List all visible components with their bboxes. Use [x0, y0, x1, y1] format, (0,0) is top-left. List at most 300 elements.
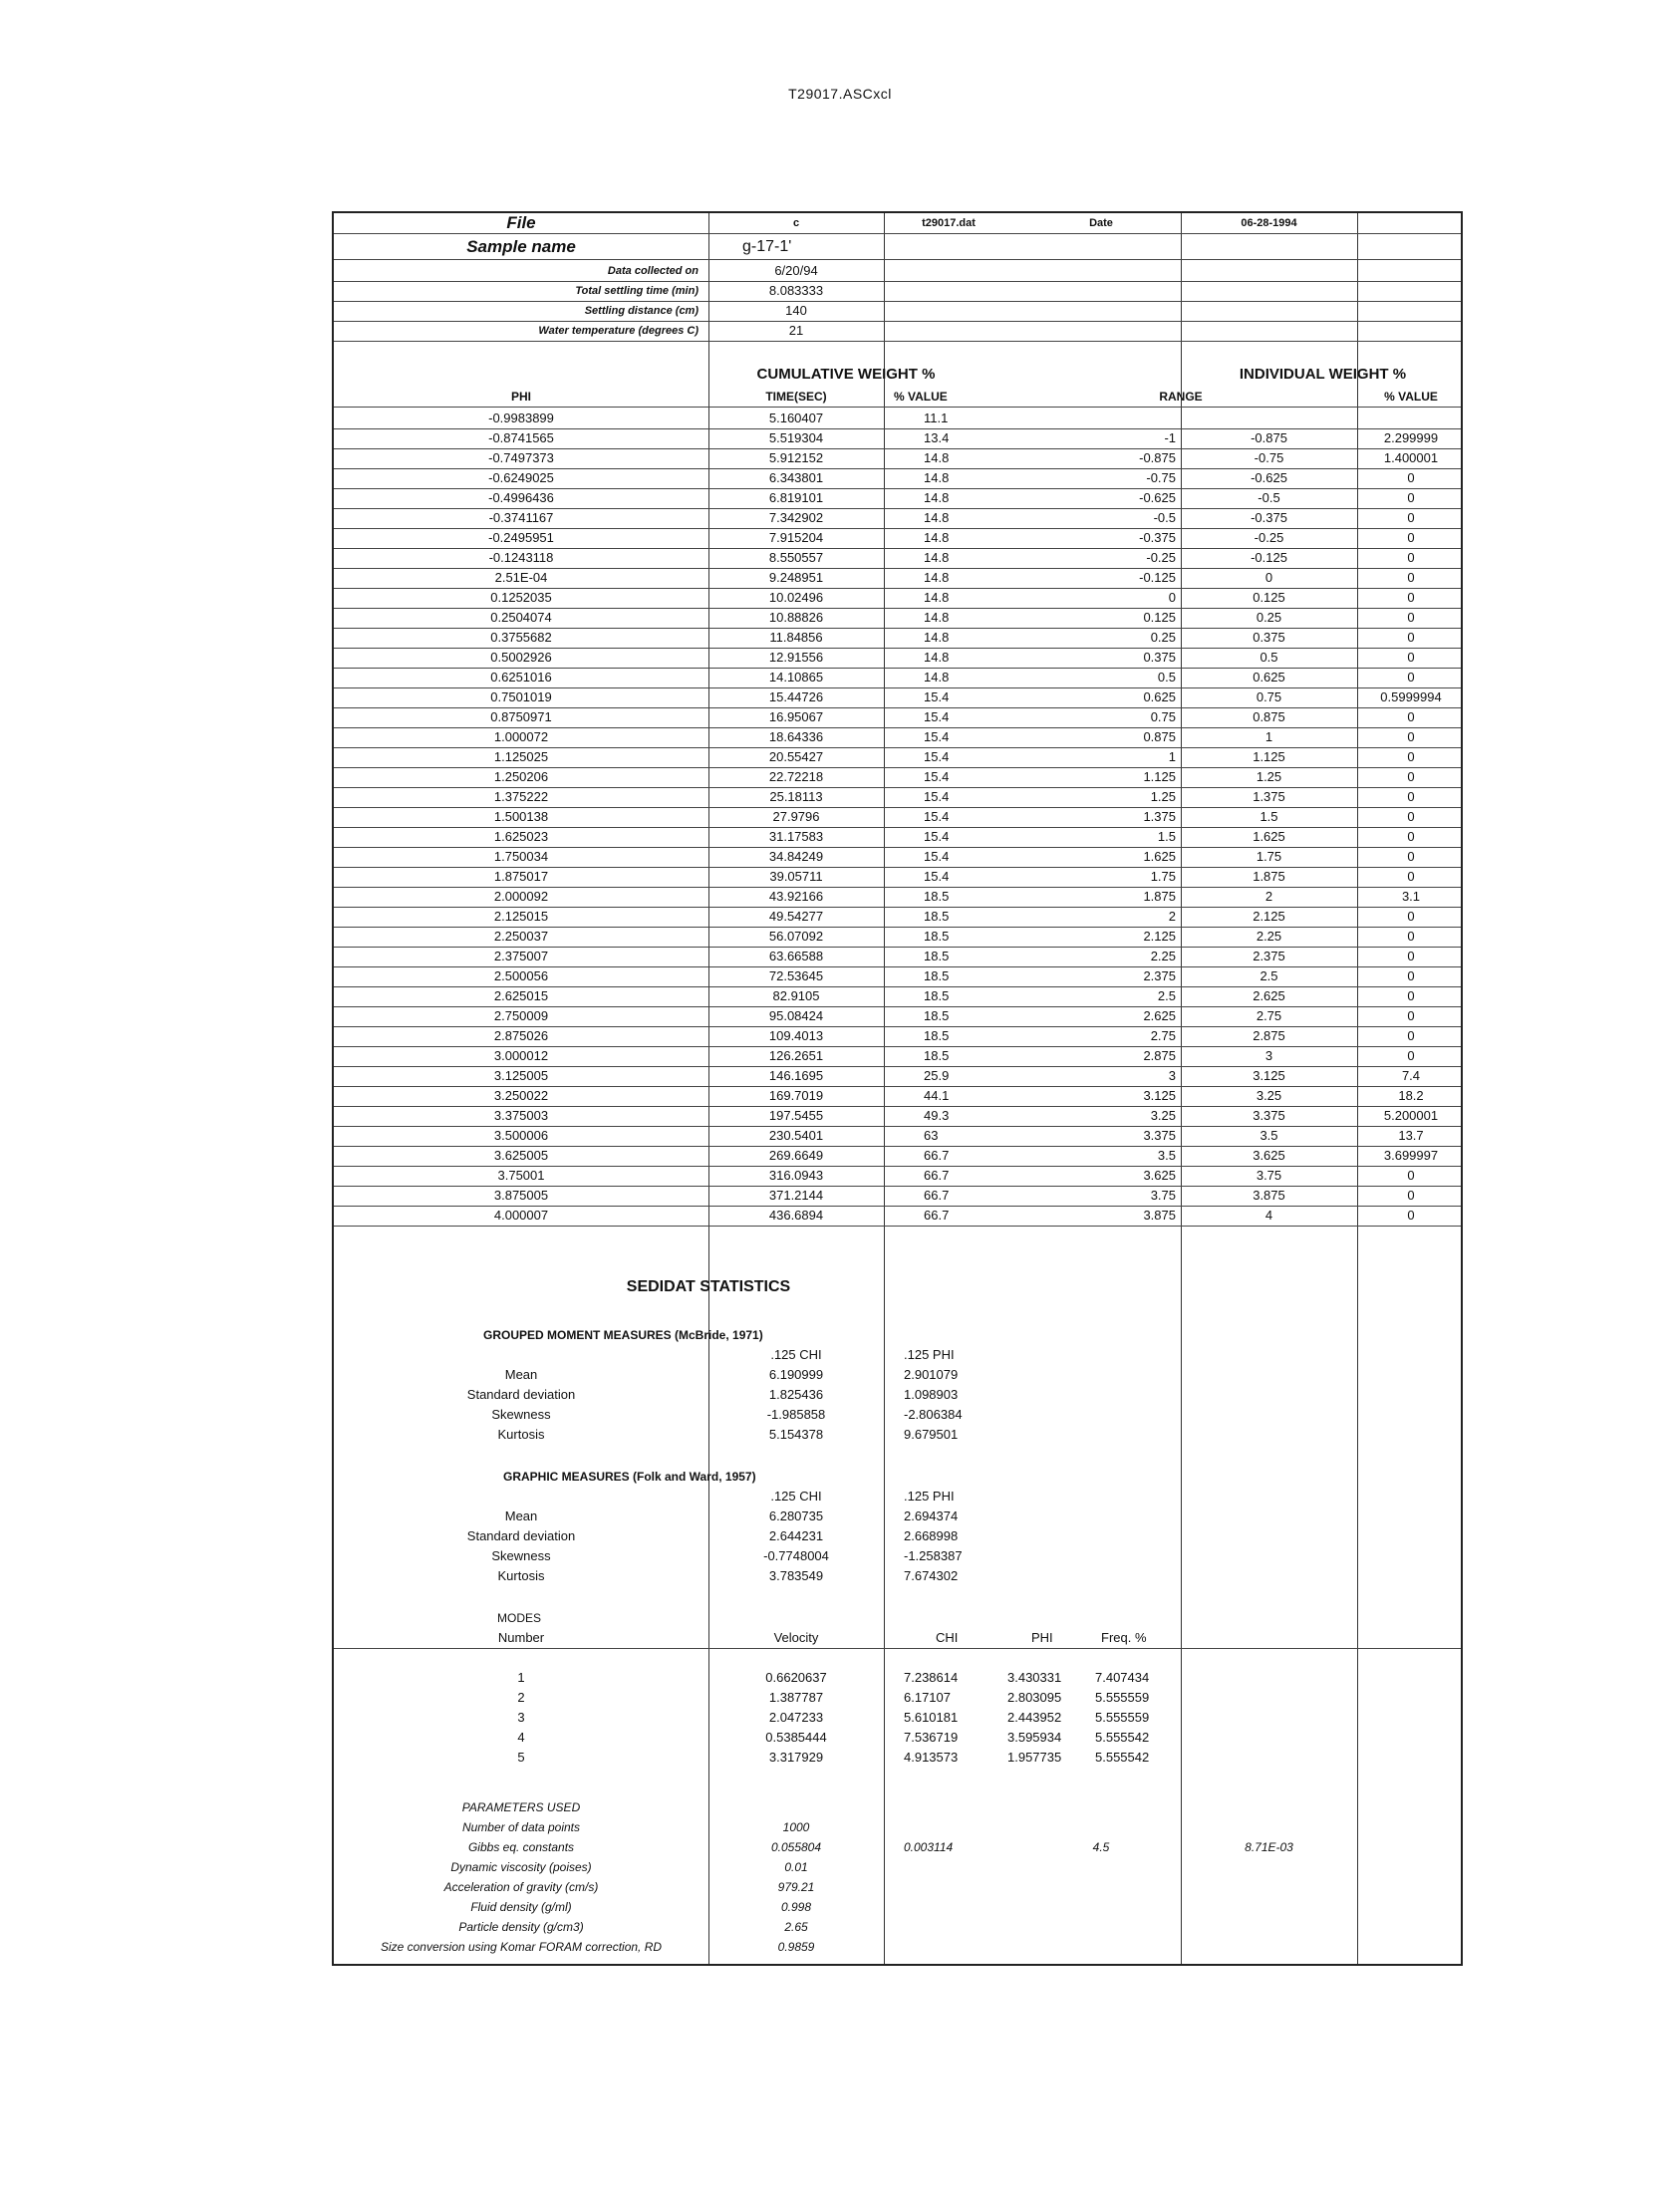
ind-cell: 0 [1407, 789, 1415, 804]
cum-cell: 14.8 [924, 490, 950, 505]
time-cell: 5.912152 [768, 450, 824, 465]
time-cell: 7.342902 [768, 510, 824, 525]
data-row [334, 767, 1461, 788]
ind-cell: 7.4 [1401, 1068, 1421, 1083]
phi-cell: -0.1243118 [488, 550, 554, 565]
phi-cell: -0.2495951 [488, 530, 554, 545]
meta-label: Settling distance (cm) [584, 305, 699, 317]
modes-number-header: Number [497, 1630, 545, 1645]
ind-cell: 0 [1407, 909, 1415, 924]
time-cell: 5.160407 [768, 411, 824, 425]
param-row [334, 1877, 1461, 1897]
range-start-cell: -0.375 [1139, 530, 1176, 545]
ind-cell: 0 [1407, 650, 1415, 665]
phi-cell: 0.5002926 [490, 650, 552, 665]
cum-cell: 18.5 [924, 889, 950, 904]
ind-cell: 0 [1407, 829, 1415, 844]
range-start-cell: 1.625 [1143, 849, 1176, 864]
cum-cell: 18.5 [924, 968, 950, 983]
data-row [334, 847, 1461, 868]
graphic-chi-header: .125 CHI [770, 1489, 822, 1504]
data-row [334, 588, 1461, 609]
phi-cell: 0.1252035 [490, 590, 552, 605]
param-label: Acceleration of gravity (cm/s) [443, 1880, 599, 1894]
mode-number: 3 [517, 1710, 525, 1725]
cum-cell: 15.4 [924, 689, 950, 704]
meta-value: 21 [788, 323, 804, 338]
phi-cell: 1.500138 [493, 809, 549, 824]
mode-velocity: 0.5385444 [765, 1730, 827, 1745]
ind-cell: 0 [1407, 1188, 1415, 1203]
time-cell: 31.17583 [768, 829, 824, 844]
range-start-cell: 1.125 [1143, 769, 1176, 784]
data-row [334, 1186, 1461, 1207]
mode-chi: 4.913573 [904, 1750, 959, 1765]
time-cell: 43.92166 [768, 889, 824, 904]
param-value: 0.055804 [770, 1840, 822, 1854]
ind-cell: 0 [1407, 630, 1415, 645]
ind-cell: 2.299999 [1383, 430, 1439, 445]
range-end-cell: 0.875 [1253, 709, 1285, 724]
params-title: PARAMETERS USED [461, 1800, 581, 1814]
meta-value: 6/20/94 [774, 263, 818, 278]
param-value-4 [1181, 1937, 1357, 1957]
time-cell: 72.53645 [768, 968, 824, 983]
cum-cell: 15.4 [924, 729, 950, 744]
param-value-3: 4.5 [1092, 1840, 1110, 1854]
mode-number: 2 [517, 1690, 525, 1705]
time-cell: 9.248951 [768, 570, 824, 585]
phi-cell: 1.125025 [493, 749, 549, 764]
time-header: TIME(SEC) [765, 390, 827, 404]
ind-cell: 0 [1407, 849, 1415, 864]
graphic-phi: 7.674302 [904, 1568, 959, 1583]
mode-velocity: 3.317929 [768, 1750, 824, 1765]
grouped-chi: 6.190999 [768, 1367, 824, 1382]
range-start-cell: 0.625 [1143, 689, 1176, 704]
phi-cell: 2.875026 [493, 1028, 549, 1043]
cum-cell: 13.4 [924, 430, 950, 445]
data-row [334, 1106, 1461, 1127]
data-row [334, 1066, 1461, 1087]
param-value-2: 0.003114 [904, 1840, 954, 1854]
ind-cell: 0 [1407, 570, 1415, 585]
mode-freq: 5.555542 [1095, 1750, 1150, 1765]
range-start-cell: 0.25 [1150, 630, 1176, 645]
sample-label: Sample name [466, 237, 576, 256]
time-cell: 20.55427 [768, 749, 824, 764]
cum-cell: 63 [924, 1128, 939, 1143]
phi-cell: 1.375222 [493, 789, 549, 804]
phi-cell: 3.75001 [497, 1168, 545, 1183]
phi-cell: -0.9983899 [488, 411, 554, 425]
modes-title: MODES [497, 1611, 542, 1625]
cum-cell: 15.4 [924, 789, 950, 804]
cum-cell: 18.5 [924, 988, 950, 1003]
graphic-chi: -0.7748004 [763, 1548, 829, 1563]
cum-cell: 44.1 [924, 1088, 950, 1103]
cum-cell: 66.7 [924, 1208, 950, 1223]
mode-number: 5 [517, 1750, 525, 1765]
mode-chi: 7.536719 [904, 1730, 959, 1745]
column-header-row [334, 387, 1461, 408]
param-row [334, 1937, 1461, 1957]
graphic-chi: 6.280735 [768, 1508, 824, 1523]
range-end-cell: 3 [1264, 1048, 1273, 1063]
data-row [334, 827, 1461, 848]
mode-velocity: 1.387787 [768, 1690, 824, 1705]
param-value-3 [1031, 1937, 1171, 1957]
mode-freq: 7.407434 [1095, 1670, 1150, 1685]
range-start-cell: 3.75 [1150, 1188, 1176, 1203]
range-end-cell: 4 [1264, 1208, 1273, 1223]
sample-row [334, 235, 1461, 260]
phi-header: PHI [510, 390, 531, 404]
data-row [334, 807, 1461, 828]
range-start-cell: 2.5 [1157, 988, 1176, 1003]
graphic-phi: 2.694374 [904, 1508, 959, 1523]
time-cell: 197.5455 [768, 1108, 824, 1123]
param-value: 0.9859 [777, 1940, 815, 1954]
ind-cell: 0 [1407, 968, 1415, 983]
range-end-cell: 3.375 [1253, 1108, 1285, 1123]
phi-cell: 3.875005 [493, 1188, 549, 1203]
graphic-label: Skewness [491, 1548, 551, 1563]
stats-title-row [334, 1275, 1461, 1299]
graphic-label: Kurtosis [497, 1568, 545, 1583]
data-row [334, 568, 1461, 589]
mode-velocity: 0.6620637 [765, 1670, 827, 1685]
data-row [334, 488, 1461, 509]
param-value: 0.01 [784, 1860, 808, 1874]
data-row [334, 1126, 1461, 1147]
cum-cell: 66.7 [924, 1188, 950, 1203]
range-start-cell: 0 [1168, 590, 1176, 605]
data-row [334, 508, 1461, 529]
range-start-cell: 1.25 [1150, 789, 1176, 804]
param-label: Fluid density (g/ml) [470, 1900, 572, 1914]
phi-cell: 1.000072 [493, 729, 549, 744]
ind-cell: 0 [1407, 1008, 1415, 1023]
phi-cell: 0.7501019 [490, 689, 552, 704]
mode-row [334, 1708, 1461, 1728]
file-label: File [506, 213, 536, 232]
grouped-chi: 1.825436 [768, 1387, 824, 1402]
time-cell: 371.2144 [768, 1188, 824, 1203]
phi-cell: 2.000092 [493, 889, 549, 904]
param-value-4 [1181, 1857, 1357, 1877]
stats-title: SEDIDAT STATISTICS [626, 1278, 791, 1295]
data-row [334, 787, 1461, 808]
phi-cell: 1.625023 [493, 829, 549, 844]
mode-freq: 5.555559 [1095, 1710, 1150, 1725]
meta-row [334, 281, 1461, 302]
cum-cell: 18.5 [924, 1048, 950, 1063]
data-row [334, 428, 1461, 449]
phi-cell: -0.4996436 [488, 490, 554, 505]
data-row [334, 927, 1461, 948]
meta-label: Water temperature (degrees C) [538, 325, 699, 337]
data-row [334, 1146, 1461, 1167]
range-start-cell: 3.25 [1150, 1108, 1176, 1123]
cum-cell: 18.5 [924, 929, 950, 944]
graphic-row [334, 1566, 1461, 1586]
time-cell: 27.9796 [772, 809, 820, 824]
ind-cell: 0 [1407, 510, 1415, 525]
ind-cell: 18.2 [1398, 1088, 1424, 1103]
heading-row [334, 365, 1461, 387]
range-end-cell: -0.125 [1251, 550, 1287, 565]
range-end-cell: 1.75 [1256, 849, 1282, 864]
param-value-4 [1181, 1917, 1357, 1937]
data-row [334, 687, 1461, 708]
cum-cell: 14.8 [924, 510, 950, 525]
range-end-cell: 0.5 [1260, 650, 1278, 665]
data-row [334, 1086, 1461, 1107]
param-label: Number of data points [461, 1820, 581, 1834]
grouped-label: Kurtosis [497, 1427, 545, 1442]
time-cell: 5.519304 [768, 430, 824, 445]
date-value: 06-28-1994 [1241, 217, 1297, 229]
cum-cell: 18.5 [924, 1008, 950, 1023]
mode-freq: 5.555542 [1095, 1730, 1150, 1745]
range-end-cell: 1 [1264, 729, 1273, 744]
meta-label: Total settling time (min) [575, 285, 699, 297]
grouped-title: GROUPED MOMENT MEASURES (McBride, 1971) [483, 1328, 763, 1342]
ind-cell: 0 [1407, 530, 1415, 545]
range-end-cell: 0.625 [1253, 670, 1285, 685]
grouped-phi: 1.098903 [904, 1387, 959, 1402]
ind-cell: 0 [1407, 869, 1415, 884]
modes-freq-header: Freq. % [1101, 1630, 1147, 1645]
data-row [334, 947, 1461, 967]
param-value-4 [1181, 1817, 1357, 1837]
page-header: T29017.ASCxcl [788, 86, 892, 102]
range-start-cell [1031, 409, 1176, 428]
mode-chi: 7.238614 [904, 1670, 959, 1685]
meta-label: Data collected on [607, 265, 699, 277]
range-end-cell: 2.75 [1256, 1008, 1282, 1023]
phi-cell: 3.125005 [493, 1068, 549, 1083]
range-end-cell: -0.5 [1258, 490, 1280, 505]
range-end-cell: 1.625 [1253, 829, 1285, 844]
ind-cell: 1.400001 [1383, 450, 1439, 465]
param-label: Gibbs eq. constants [467, 1840, 575, 1854]
range-end-cell: 2.375 [1253, 949, 1285, 963]
range-start-cell: 3.625 [1143, 1168, 1176, 1183]
params-title-row [334, 1797, 1461, 1817]
range-start-cell: -0.5 [1153, 510, 1176, 525]
meta-row [334, 301, 1461, 322]
data-row [334, 628, 1461, 649]
cum-cell: 18.5 [924, 949, 950, 963]
range-start-cell: 1.5 [1157, 829, 1176, 844]
mode-row [334, 1748, 1461, 1768]
graphic-label: Standard deviation [466, 1528, 576, 1543]
time-cell: 126.2651 [768, 1048, 824, 1063]
cum-cell: 14.8 [924, 450, 950, 465]
ind-cell: 0 [1407, 1048, 1415, 1063]
cum-cell: 14.8 [924, 650, 950, 665]
param-value-4: 8.71E-03 [1245, 1840, 1293, 1854]
ind-cell: 3.1 [1401, 889, 1421, 904]
range-start-cell: 2.25 [1150, 949, 1176, 963]
data-row [334, 409, 1461, 429]
range-end-cell: 2 [1264, 889, 1273, 904]
range-end-cell: -0.25 [1254, 530, 1284, 545]
time-cell: 14.10865 [768, 670, 824, 685]
cum-cell: 14.8 [924, 470, 950, 485]
cum-cell: 14.8 [924, 530, 950, 545]
cum-cell: 66.7 [924, 1168, 950, 1183]
phi-cell: -0.3741167 [488, 510, 554, 525]
data-row [334, 727, 1461, 748]
range-header: RANGE [1159, 390, 1203, 404]
range-start-cell: 0.375 [1143, 650, 1176, 665]
range-end-cell [1181, 409, 1357, 428]
data-row [334, 468, 1461, 489]
range-end-cell: -0.875 [1251, 430, 1287, 445]
range-end-cell: 3.75 [1256, 1168, 1282, 1183]
range-start-cell: -0.75 [1146, 470, 1176, 485]
data-row [334, 548, 1461, 569]
range-start-cell: 0.875 [1143, 729, 1176, 744]
phi-cell: 3.250022 [493, 1088, 549, 1103]
time-cell: 8.550557 [768, 550, 824, 565]
param-value: 979.21 [777, 1880, 815, 1894]
range-start-cell: 3 [1168, 1068, 1176, 1083]
mode-row [334, 1688, 1461, 1708]
time-cell: 16.95067 [768, 709, 824, 724]
grouped-phi: 2.901079 [904, 1367, 959, 1382]
phi-cell: 0.2504074 [490, 610, 552, 625]
individual-heading: INDIVIDUAL WEIGHT % [1239, 366, 1407, 383]
cum-cell: 15.4 [924, 709, 950, 724]
range-start-cell: -0.875 [1139, 450, 1176, 465]
cum-cell: 18.5 [924, 909, 950, 924]
grouped-chi-header: .125 CHI [770, 1347, 822, 1362]
param-value: 2.65 [784, 1920, 808, 1934]
range-start-cell: 3.125 [1143, 1088, 1176, 1103]
grouped-row [334, 1385, 1461, 1405]
range-start-cell: 2.875 [1143, 1048, 1176, 1063]
modes-header-row [334, 1628, 1461, 1649]
ind-cell: 0 [1407, 470, 1415, 485]
phi-cell: -0.7497373 [488, 450, 554, 465]
data-row [334, 747, 1461, 768]
phi-cell: 4.000007 [493, 1208, 549, 1223]
ind-cell: 0 [1407, 670, 1415, 685]
cum-cell: 14.8 [924, 550, 950, 565]
param-row [334, 1817, 1461, 1837]
ind-cell: 0 [1407, 769, 1415, 784]
mode-row [334, 1668, 1461, 1688]
phi-cell: -0.6249025 [488, 470, 554, 485]
range-start-cell: 1.375 [1143, 809, 1176, 824]
ind-cell: 0 [1407, 610, 1415, 625]
ind-cell: 5.200001 [1383, 1108, 1439, 1123]
range-start-cell: -0.25 [1146, 550, 1176, 565]
range-end-cell: 3.625 [1253, 1148, 1285, 1163]
graphic-row [334, 1526, 1461, 1546]
ind-cell: 0 [1407, 1168, 1415, 1183]
ind-cell: 0.5999994 [1380, 689, 1442, 704]
range-end-cell: 0.375 [1253, 630, 1285, 645]
time-cell: 7.915204 [768, 530, 824, 545]
time-cell: 269.6649 [768, 1148, 824, 1163]
range-start-cell: -0.625 [1139, 490, 1176, 505]
data-row [334, 1166, 1461, 1187]
range-end-cell: -0.625 [1251, 470, 1287, 485]
phi-cell: 2.500056 [493, 968, 549, 983]
ind-cell [1357, 409, 1465, 428]
mode-phi: 1.957735 [1007, 1750, 1062, 1765]
grouped-chi: 5.154378 [768, 1427, 824, 1442]
range-start-cell: 2.75 [1150, 1028, 1176, 1043]
range-end-cell: 2.25 [1256, 929, 1282, 944]
data-row [334, 1026, 1461, 1047]
range-start-cell: -1 [1164, 430, 1176, 445]
grouped-chi: -1.985858 [766, 1407, 826, 1422]
param-value: 1000 [782, 1820, 810, 1834]
grouped-label: Mean [504, 1367, 538, 1382]
cum-cell: 14.8 [924, 670, 950, 685]
range-start-cell: 3.375 [1143, 1128, 1176, 1143]
ind-cell: 3.699997 [1383, 1148, 1439, 1163]
time-cell: 56.07092 [768, 929, 824, 944]
phi-cell: 3.625005 [493, 1148, 549, 1163]
time-cell: 436.6894 [768, 1208, 824, 1223]
grouped-row [334, 1365, 1461, 1385]
range-end-cell: 3.5 [1260, 1128, 1278, 1143]
grouped-label: Standard deviation [466, 1387, 576, 1402]
grouped-phi-header: .125 PHI [904, 1347, 955, 1362]
modes-phi-header: PHI [1031, 1630, 1053, 1645]
phi-cell: 2.625015 [493, 988, 549, 1003]
range-end-cell: 3.875 [1253, 1188, 1285, 1203]
time-cell: 6.819101 [768, 490, 824, 505]
mode-phi: 3.430331 [1007, 1670, 1062, 1685]
date-label: Date [1089, 217, 1113, 229]
data-row [334, 887, 1461, 908]
cum-cell: 15.4 [924, 749, 950, 764]
meta-value: 8.083333 [768, 283, 824, 298]
ind-cell: 13.7 [1398, 1128, 1424, 1143]
range-start-cell: 0.5 [1157, 670, 1176, 685]
param-label: Size conversion using Komar FORAM correction, RD [380, 1940, 663, 1954]
param-row [334, 1837, 1461, 1857]
mode-number: 1 [517, 1670, 525, 1685]
phi-cell: 1.750034 [493, 849, 549, 864]
range-start-cell: 3.875 [1143, 1208, 1176, 1223]
time-cell: 39.05711 [769, 869, 823, 884]
time-cell: 18.64336 [768, 729, 824, 744]
phi-cell: 3.000012 [493, 1048, 549, 1063]
ind-cell: 0 [1407, 550, 1415, 565]
graphic-phi: -1.258387 [904, 1548, 963, 1563]
grouped-label: Skewness [491, 1407, 551, 1422]
ind-cell: 0 [1407, 929, 1415, 944]
time-cell: 11.84856 [769, 630, 823, 645]
range-end-cell: 1.5 [1260, 809, 1278, 824]
ind-cell: 0 [1407, 809, 1415, 824]
range-end-cell: 3.25 [1256, 1088, 1282, 1103]
modes-velocity-header: Velocity [773, 1630, 819, 1645]
mode-chi: 6.17107 [904, 1690, 951, 1705]
mode-phi: 2.443952 [1007, 1710, 1062, 1725]
ind-cell: 0 [1407, 590, 1415, 605]
param-label: Dynamic viscosity (poises) [450, 1860, 592, 1874]
